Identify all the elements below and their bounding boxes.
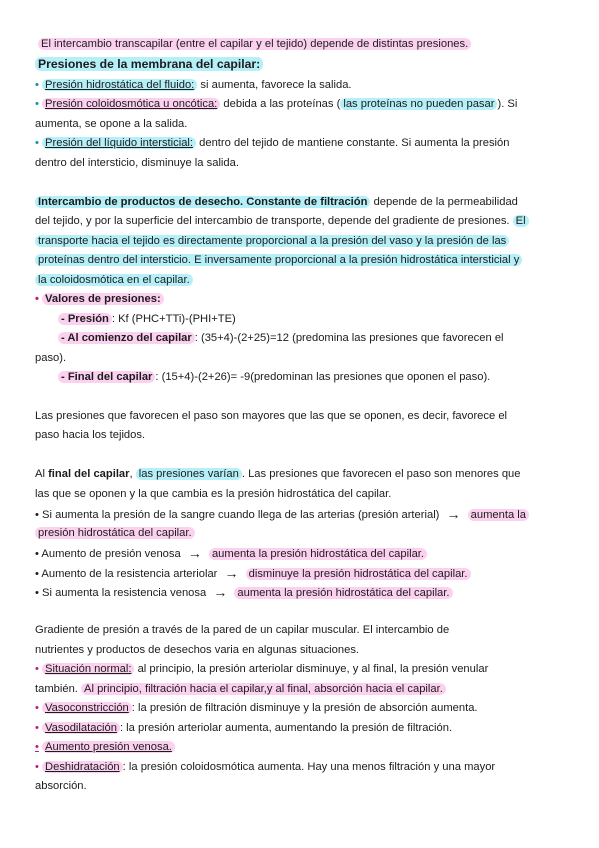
valores-comienzo: - Al comienzo del capilar : (35+4)-(2+25)=12 (predomina las presiones que favorecen el [58, 331, 504, 345]
intercambio-line-2: del tejido, y por la superficie del intercambio de transporte, depende del gradiente de presiones. El [35, 214, 529, 228]
final-bullet-1-cont: presión hidrostática del capilar. [35, 526, 195, 540]
valores-comienzo-cont: paso). [35, 352, 67, 364]
arrow-icon: → [213, 584, 228, 600]
gradiente-normal: • Situación normal: al principio, la presión arteriolar disminuye, y al final, la presión venular [35, 663, 489, 675]
list-item-intersticial-cont: dentro del intersticio, disminuye la salida. [35, 157, 239, 169]
valores-presion: - Presión : Kf (PHC+TTi)-(PHI+TE) [58, 312, 236, 326]
final-bullet-1: • Si aumenta la presión de la sangre cuando llega de las arterias (presión arterial) → aumenta la [35, 506, 529, 522]
final-bullet-3: • Aumento de la resistencia arteriolar → disminuye la presión hidrostática del capilar. [35, 565, 471, 581]
intercambio-line-4: proteínas dentro del intersticio. E inversamente proporcional a la presión hidrostática intersticial y [35, 253, 522, 267]
valores-final: - Final del capilar : (15+4)-(2+26)= -9(predominan las presiones que oponen el paso). [58, 370, 490, 384]
gradiente-deshidratacion-cont: absorción. [35, 780, 87, 792]
gradiente-vasoconstriccion: • Vasoconstricción : la presión de filtración disminuye y la presión de absorción aumenta. [35, 702, 478, 714]
gradiente-normal-cont: también. Al principio, filtración hacia el capilar,y al final, absorción hacia el capilar. [35, 682, 446, 696]
gradiente-line-1: Gradiente de presión a través de la pared de un capilar muscular. El intercambio de [35, 624, 450, 636]
gradiente-deshidratacion: • Deshidratación : la presión coloidosmótica aumenta. Hay una menos filtración y una mayor [35, 761, 496, 773]
intercambio-line-5: la coloidosmótica en el capilar. [35, 273, 193, 287]
final-line-1: Al final del capilar, las presiones varían . Las presiones que favorecen el paso son menores que [35, 468, 521, 480]
list-item-oncotica: • Presión coloidosmótica u oncótica: debida a las proteínas ( las proteínas no pueden pasar ). Si [35, 98, 518, 110]
final-bullet-2: • Aumento de presión venosa → aumenta la presión hidrostática del capilar. [35, 545, 427, 561]
heading-presiones: Presiones de la membrana del capilar: [35, 57, 263, 71]
intro-line [38, 37, 471, 51]
arrow-icon: → [224, 565, 239, 581]
intercambio-line-1: Intercambio de productos de desecho. Constante de filtración depende de la permeabilidad [35, 195, 518, 209]
final-line-2: las que se oponen y la que cambia es la presión hidrostática del capilar. [35, 488, 392, 500]
list-item-oncotica-cont: aumenta, se opone a la salida. [35, 118, 188, 130]
valores-title: • Valores de presiones: [35, 292, 164, 306]
arrow-icon: → [446, 506, 461, 522]
gradiente-venosa: • Aumento presión venosa. [35, 740, 175, 754]
favorecen-line-2: paso hacia los tejidos. [35, 429, 146, 441]
gradiente-line-2: nutrientes y productos de desechos varia en algunas situaciones. [35, 644, 360, 656]
arrow-icon: → [187, 545, 202, 561]
intercambio-line-3: transporte hacia el tejido es directamente proporcional a la presión del vaso y la presión de las [35, 234, 509, 248]
intro-text: El intercambio transcapilar (entre el capilar y el tejido) depende de distintas presiones. [38, 38, 471, 50]
list-item-intersticial: • Presión del líquido intersticial: dentro del tejido de mantiene constante. Si aumenta la presión [35, 137, 510, 149]
gradiente-vasodilatacion: • Vasodilatación : la presión arteriolar aumenta, aumentando la presión de filtración. [35, 722, 453, 734]
final-bullet-4: • Si aumenta la resistencia venosa → aumenta la presión hidrostática del capilar. [35, 584, 453, 600]
list-item-hidrostatica: • Presión hidrostática del fluido: si aumenta, favorece la salida. [35, 79, 352, 91]
favorecen-line-1: Las presiones que favorecen el paso son mayores que las que se oponen, es decir, favorece el [35, 410, 508, 422]
